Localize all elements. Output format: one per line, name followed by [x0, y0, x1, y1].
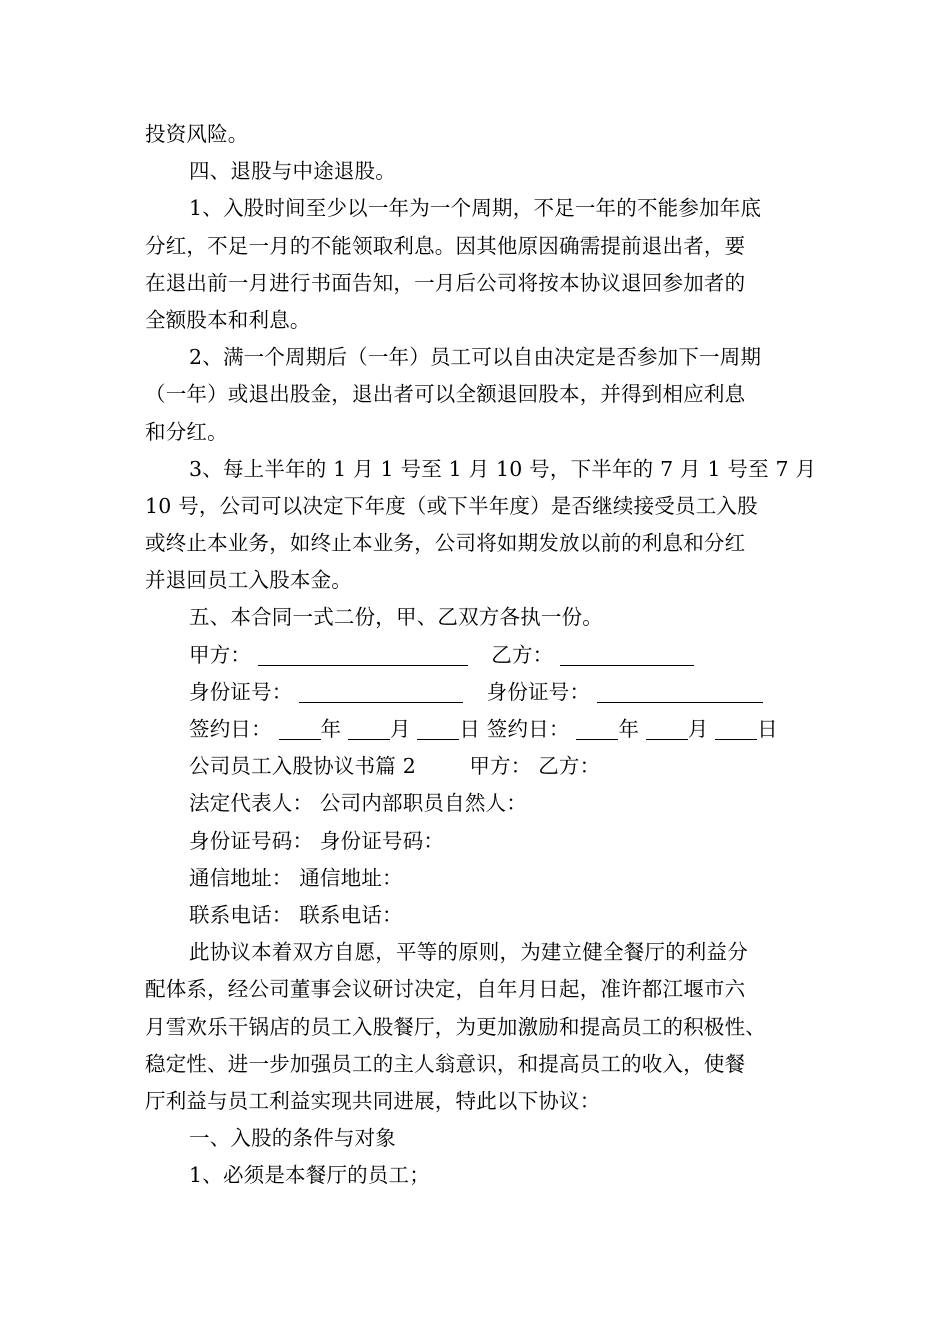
section2-party-b: 乙方：	[538, 754, 601, 779]
section2-title: 公司员工入股协议书篇 2	[189, 754, 416, 779]
month-label: 月	[687, 717, 709, 741]
paragraph-line: 和分红。	[145, 419, 228, 444]
section2-title-row	[145, 748, 807, 785]
paragraph-line: 10 号，公司可以决定下年度（或下半年度）是否继续接受员工入股	[145, 493, 758, 518]
party-b-blank	[560, 643, 694, 666]
paragraph-line: 并退回员工入股本金。	[145, 568, 352, 593]
signature-id-row	[145, 674, 807, 711]
signature-date-row	[145, 711, 807, 748]
paragraph-line: 投资风险。	[145, 122, 249, 146]
day-label: 日	[459, 717, 481, 741]
party-a-blank	[258, 643, 468, 666]
sign-date-label-b: 签约日：	[486, 717, 570, 741]
paragraph-line: 稳定性、进一步加强员工的主人翁意识，和提高员工的收入，使餐	[145, 1051, 746, 1076]
paragraph-line: （一年）或退出股金，退出者可以全额退回股本，并得到相应利息	[145, 382, 746, 407]
year-b-blank	[576, 717, 618, 740]
party-a-label: 甲方：	[189, 642, 252, 667]
phone-row	[145, 897, 807, 934]
id-a-blank	[299, 680, 463, 703]
id-label-b: 身份证号：	[486, 679, 591, 704]
paragraph-line: 月雪欢乐干锅店的员工入股餐厅，为更加激励和提高员工的积极性、	[145, 1014, 766, 1039]
paragraph-line: 厅利益与员工利益实现共同进展，特此以下协议：	[145, 1088, 601, 1113]
address-row	[145, 860, 807, 897]
paragraph-line: 2、满一个周期后（一年）员工可以自由决定是否参加下一周期	[189, 345, 762, 370]
paragraph-line: 全额股本和利息。	[145, 307, 311, 332]
paragraph-line: 1、入股时间至少以一年为一个周期，不足一年的不能参加年底	[189, 196, 762, 221]
paragraph-line: 此协议本着双方自愿，平等的原则，为建立健全餐厅的利益分	[189, 940, 748, 965]
id-number-row	[145, 823, 807, 860]
paragraph-line: 在退出前一月进行书面告知，一月后公司将按本协议退回参加者的	[145, 270, 746, 295]
paragraph-line: 1、必须是本餐厅的员工；	[189, 1163, 430, 1188]
paragraph-line: 或终止本业务，如终止本业务，公司将如期发放以前的利息和分红	[145, 531, 746, 556]
address-label-b: 通信地址：	[299, 865, 403, 890]
section-heading: 四、退股与中途退股。	[189, 159, 396, 184]
legal-rep-row	[145, 785, 807, 822]
id-number-label-b: 身份证号码：	[319, 828, 445, 853]
section-heading: 一、入股的条件与对象	[189, 1126, 396, 1151]
month-b-blank	[646, 717, 688, 740]
party-b-label: 乙方：	[491, 642, 554, 667]
phone-label-a: 联系电话：	[189, 902, 293, 927]
id-number-label-a: 身份证号码：	[189, 828, 314, 853]
day-a-blank	[417, 717, 459, 740]
month-a-blank	[348, 717, 390, 740]
sign-date-label-a: 签约日：	[189, 717, 272, 741]
year-a-blank	[279, 717, 321, 740]
day-label: 日	[757, 717, 778, 741]
natural-person-label: 公司内部职员自然人：	[319, 791, 527, 816]
paragraph-line: 配体系，经公司董事会议研讨决定，自年月日起，准许都江堰市六	[145, 977, 746, 1002]
section-heading: 五、本合同一式二份，甲、乙双方各执一份。	[189, 605, 603, 630]
document-page	[145, 116, 817, 1194]
phone-label-b: 联系电话：	[299, 902, 403, 927]
legal-rep-label: 法定代表人：	[189, 791, 314, 816]
paragraph-line: 分红，不足一月的不能领取利息。因其他原因确需提前退出者，要	[145, 233, 746, 258]
year-label: 年	[320, 717, 342, 741]
paragraph-line: 3、每上半年的 1 月 1 号至 1 月 10 号，下半年的 7 月 1 号至 7 月	[189, 456, 817, 481]
year-label: 年	[618, 717, 640, 741]
section2-party-a: 甲方：	[469, 754, 532, 779]
address-label-a: 通信地址：	[189, 865, 293, 890]
id-b-blank	[597, 680, 763, 703]
id-label-a: 身份证号：	[189, 679, 293, 704]
day-b-blank	[715, 717, 757, 740]
month-label: 月	[389, 717, 411, 741]
signature-party-row	[145, 637, 807, 674]
